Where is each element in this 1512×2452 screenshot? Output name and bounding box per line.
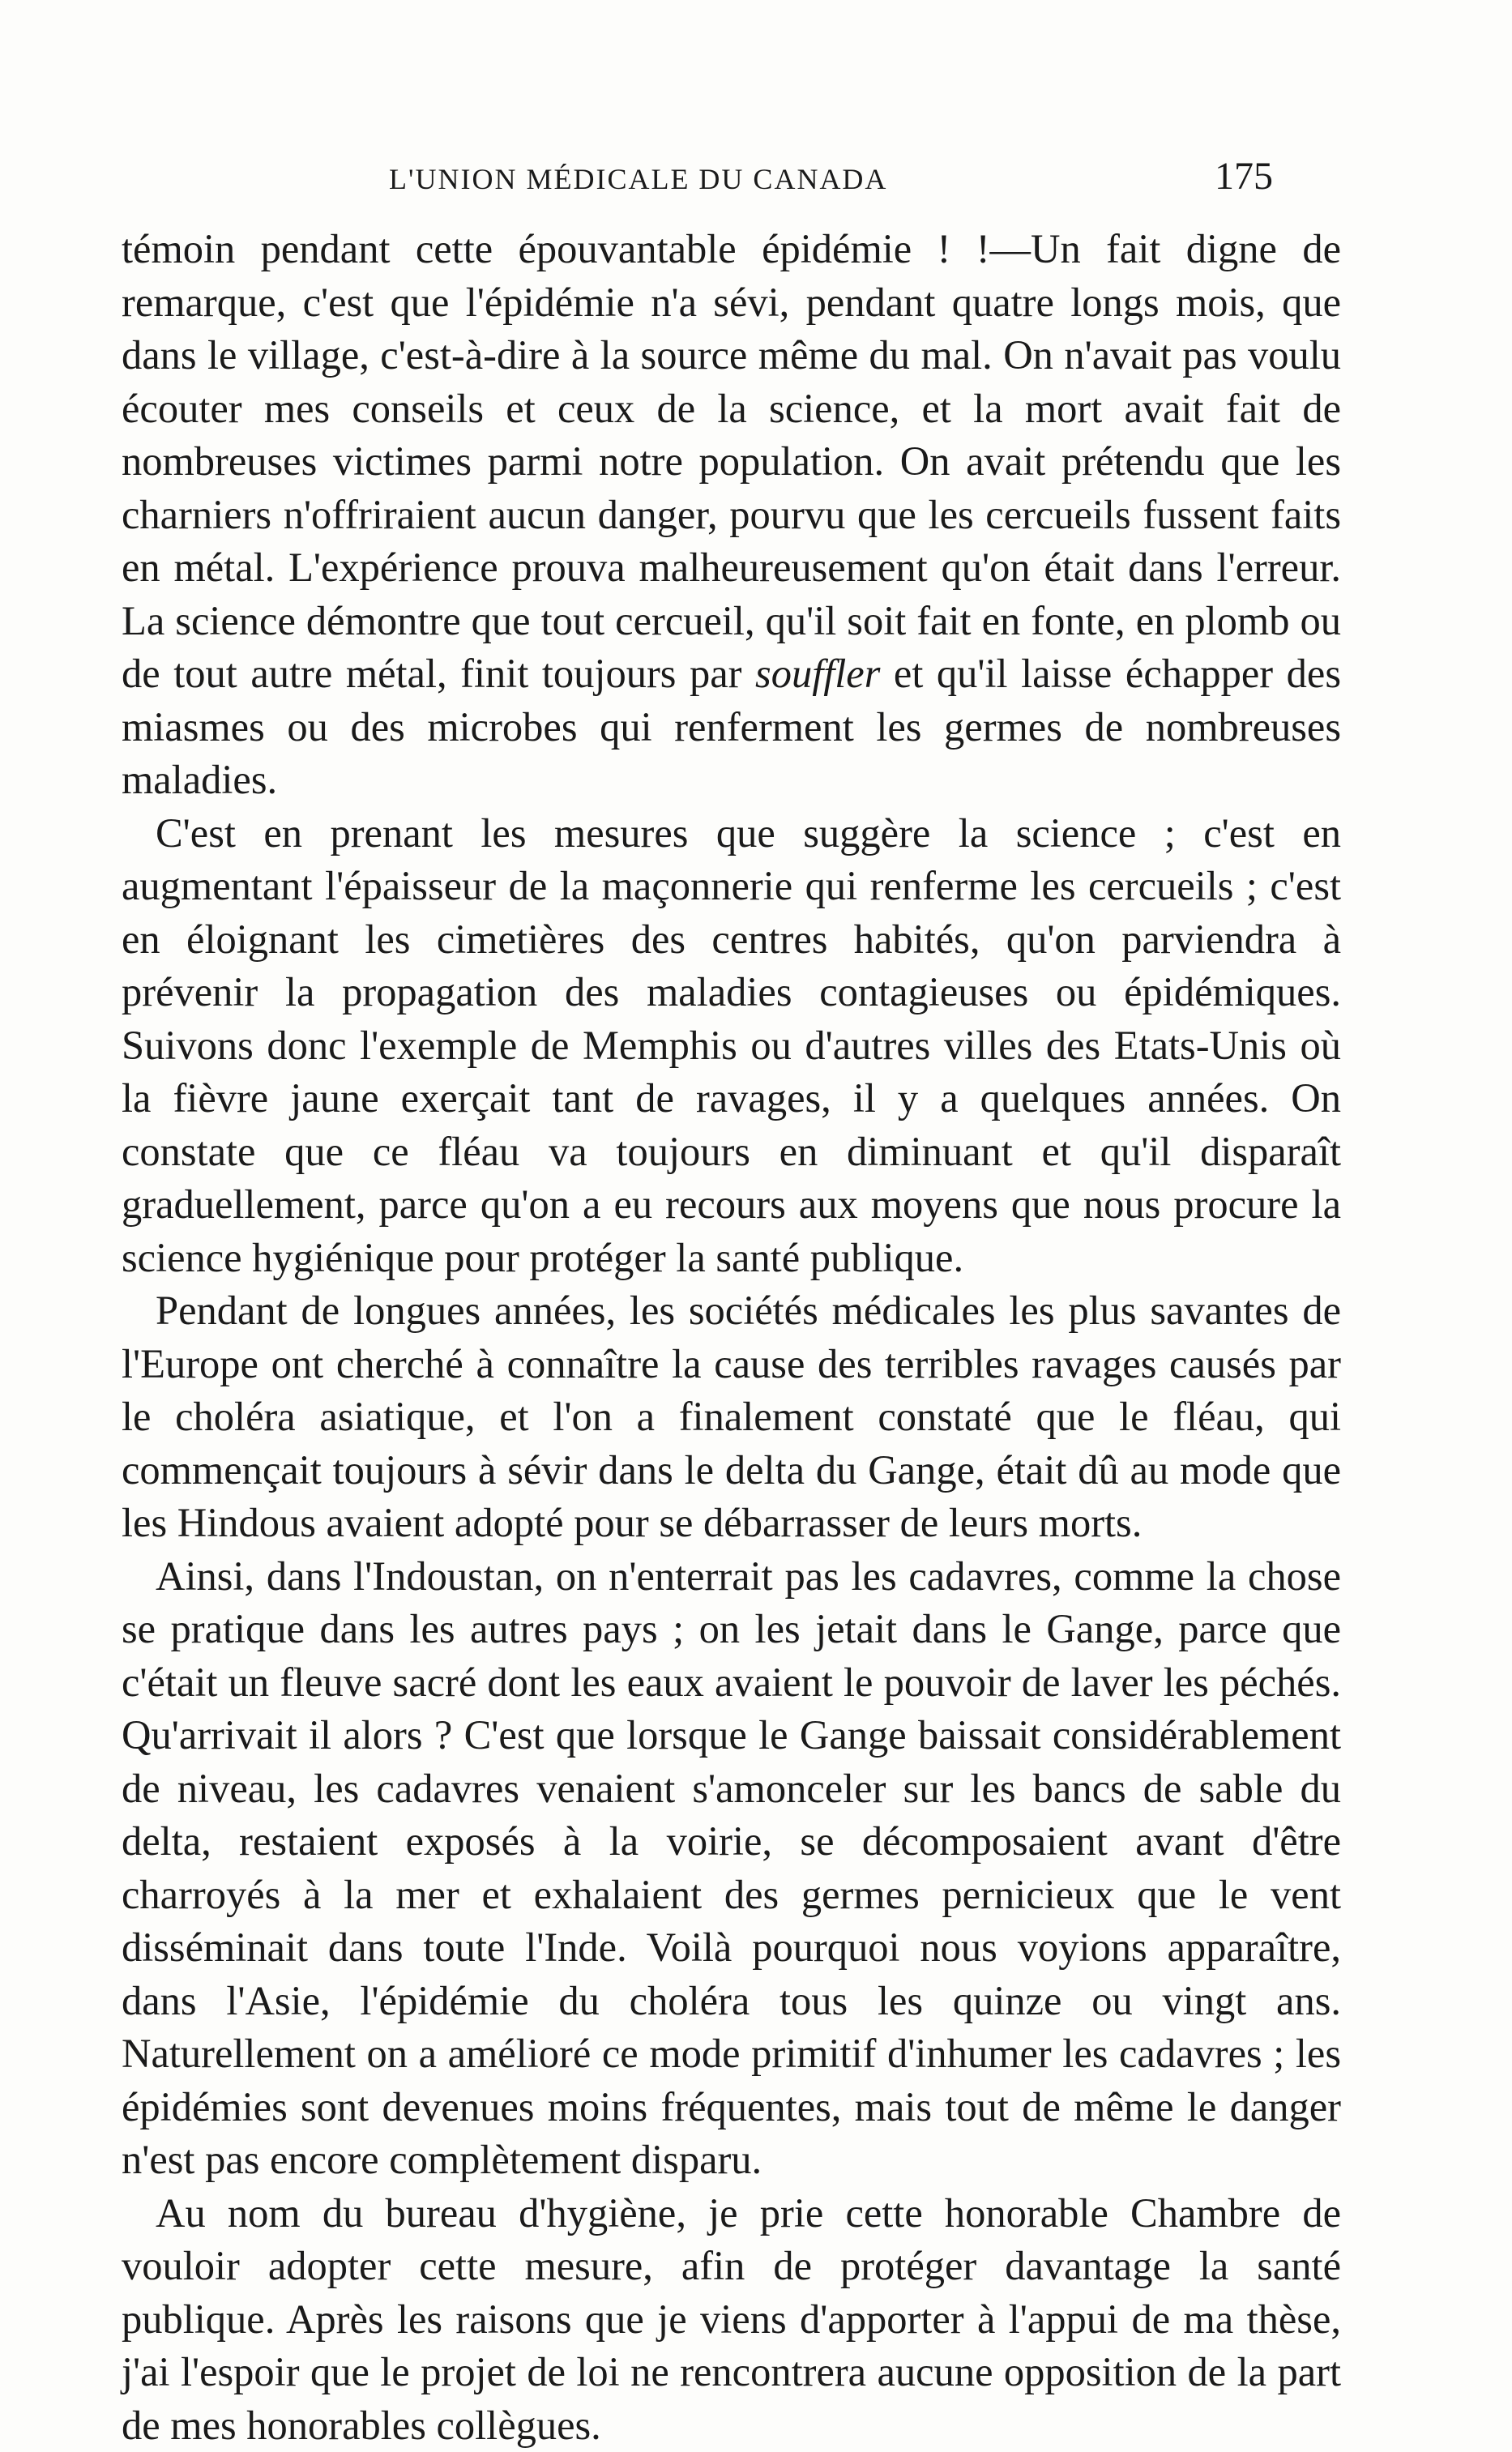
italic-word: souffler [755,651,880,696]
paragraph-4: Ainsi, dans l'Indoustan, on n'enterrait pas les cadavres, comme la chose se pratique dans les autres pays ; on les jetait dans le Gange, parce que c'était un fleuve sacré dont les eaux avaient le pouvoir de laver les péchés. Qu'arrivait il alors ? C'est que lorsque le Gange baissait considérablement de niveau, les cadavres venaient s'amonceler sur les bancs de sable du delta, restaient exposés à la voirie, se décomposaient avant d'être charroyés à la mer et exhalaient des germes pernicieux que le vent disséminait dans toute l'Inde. Voilà pourquoi nous voyions apparaître, dans l'Asie, l'épidémie du choléra tous les quinze ou vingt ans. Naturellement on a amélioré ce mode primitif d'inhumer les cadavres ; les épidémies sont devenues moins fréquentes, mais tout de même le danger n'est pas encore complètement disparu. [122,1550,1341,2187]
paragraph-1-text-b: et qu'il laisse échapper des miasmes ou des microbes qui renferment les germes de nombreuses maladies. [122,651,1341,802]
paragraph-1-text-a: témoin pendant cette épouvantable épidémie ! !—Un fait digne de remarque, c'est que l'épidémie n'a sévi, pendant quatre longs mois, que dans le village, c'est-à-dire à la source même du mal. On n'avait pas voulu écouter mes conseils et ceux de la science, et la mort avait fait de nombreuses victimes parmi notre population. On avait prétendu que les charniers n'offriraient aucun danger, pourvu que les cercueils fussent faits en métal. L'expérience prouva malheureusement qu'on était dans l'erreur. La science démontre que tout cercueil, qu'il soit fait en fonte, en plomb ou de tout autre métal, finit toujours par [122,226,1341,696]
paragraph-3: Pendant de longues années, les sociétés médicales les plus savantes de l'Europe ont cherché à connaître la cause des terribles ravages causés par le choléra asiatique, et l'on a finalement constaté que le fléau, qui commençait toujours à sévir dans le delta du Gange, était dû au mode que les Hindous avaient adopté pour se débarrasser de leurs morts. [122,1284,1341,1550]
paragraph-1 [122,223,1341,807]
paragraph-2: C'est en prenant les mesures que suggère la science ; c'est en augmentant l'épaisseur de la maçonnerie qui renferme les cercueils ; c'est en éloignant les cimetières des centres habités, qu'on parviendra à prévenir la propagation des maladies contagieuses ou épidémiques. Suivons donc l'exemple de Memphis ou d'autres villes des Etats-Unis où la fièvre jaune exerçait tant de ravages, il y a quelques années. On constate que ce fléau va toujours en diminuant et qu'il disparaît graduellement, parce qu'on a eu recours aux moyens que nous procure la science hygiénique pour protéger la santé publique. [122,807,1341,1285]
journal-title: L'UNION MÉDICALE DU CANADA [389,162,887,196]
paragraph-5: Au nom du bureau d'hygiène, je prie cette honorable Chambre de vouloir adopter cette mesure, afin de protéger davantage la santé publique. Après les raisons que je viens d'apporter à l'appui de ma thèse, j'ai l'espoir que le projet de loi ne rencontrera aucune opposition de la part de mes honorables collègues. [122,2187,1341,2452]
body-text [122,223,1341,2452]
page-number: 175 [1215,154,1273,199]
running-head [389,154,1273,199]
